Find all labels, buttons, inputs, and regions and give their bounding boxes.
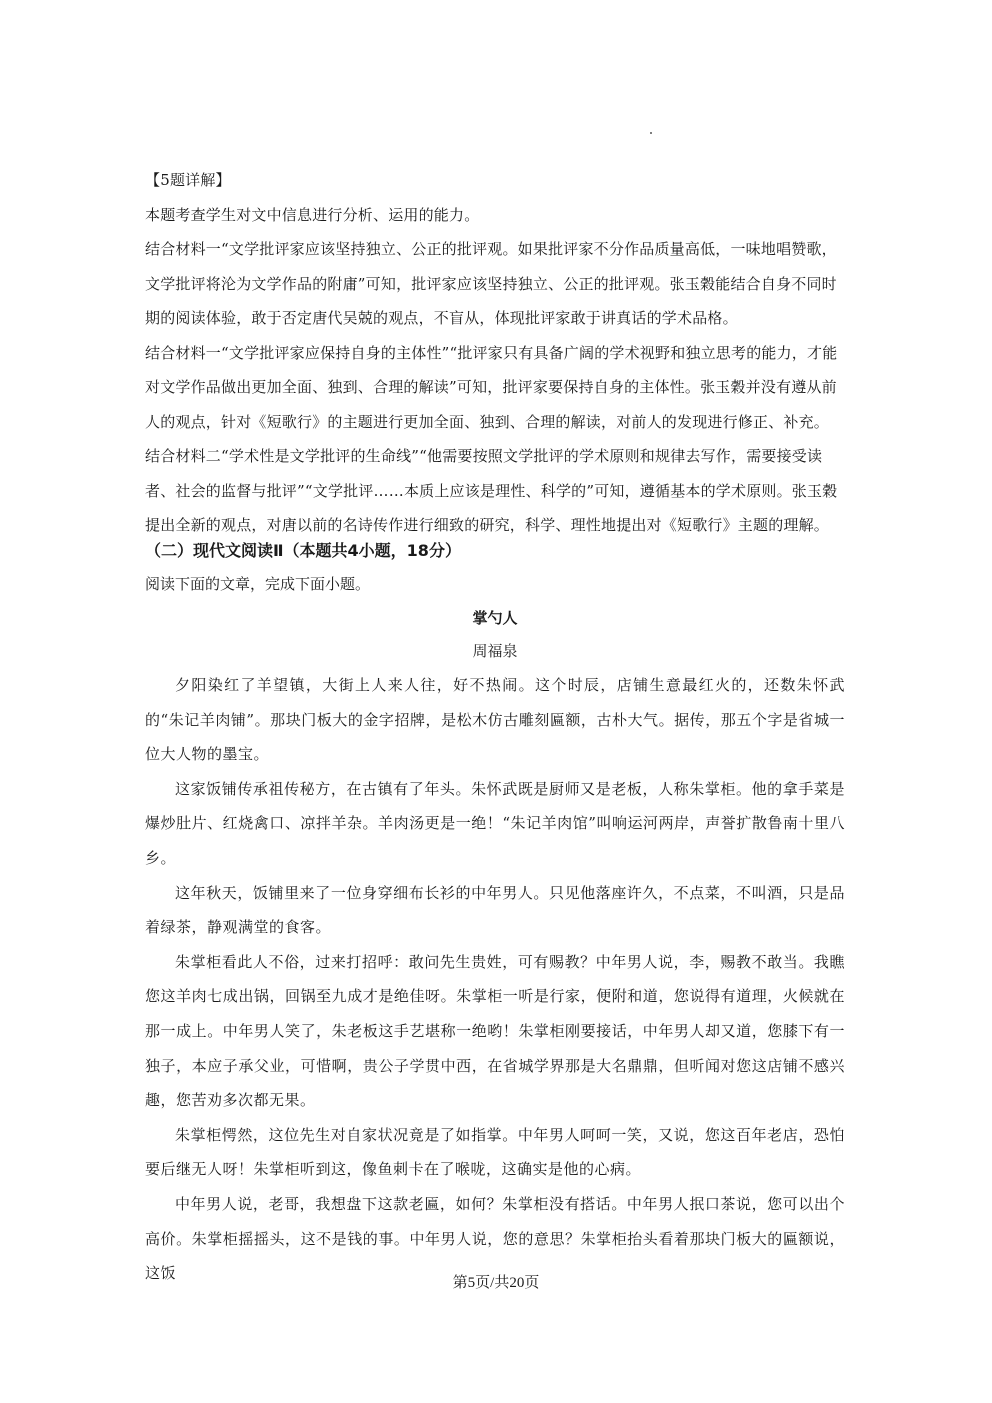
story-paragraph: 中年男人说，老哥，我想盘下这款老匾，如何？朱掌柜没有搭话。中年男人抿口茶说，您可以出个高价。朱掌柜摇摇头，这不是钱的事。中年男人说，您的意思？朱掌柜抬头看着那块门板大的匾额说，这饭 xyxy=(145,1194,845,1283)
story-author: 周福泉 xyxy=(472,642,518,660)
analysis-paragraph: 结合材料一“文学批评家应保持自身的主体性”“批评家只有具备广阔的学术视野和独立思考的能力，才能对文学作品做出更加全面、独到、合理的解读”可知，批评家要保持自身的主体性。张玉穀并没有遵从前人的观点，针对《短歌行》的主题进行更加全面、独到、合理的解读，对前人的发现进行修正、补充。 xyxy=(145,343,838,431)
story-paragraph: 朱掌柜看此人不俗，过来打招呼：敢问先生贵姓，可有赐教？中年男人说，李，赐教不敢当。我瞧您这羊肉七成出锅，回锅至九成才是绝佳呀。朱掌柜一听是行家，便附和道，您说得有道理，火候就在那一成上。中年男人笑了，朱老板这手艺堪称一绝哟！朱掌柜刚要接话，中年男人却又道，您膝下有一独子，本应子承父业，可惜啊，贵公子学贯中西，在省城学界那是大名鼎鼎，但听闻对您这店铺不感兴趣，您苦劝多次都无果。 xyxy=(145,952,845,1110)
analysis-paragraph: 结合材料一“文学批评家应该坚持独立、公正的批评观。如果批评家不分作品质量高低，一味地唱赞歌，文学批评将沦为文学作品的附庸”可知，批评家应该坚持独立、公正的批评观。张玉穀能结合自身不同时期的阅读体验，敢于否定唐代吴兢的观点，不盲从，体现批评家敢于讲真话的学术品格。 xyxy=(145,240,837,327)
reading-instruction: 阅读下面的文章，完成下面小题。 xyxy=(145,575,371,593)
answer-analysis xyxy=(145,163,845,543)
story-title: 掌勺人 xyxy=(472,609,518,627)
page-number: 第5页/共20页 xyxy=(452,1275,540,1291)
analysis-paragraph: 本题考查学生对文中信息进行分析、运用的能力。 xyxy=(145,205,480,224)
section-heading: （二）现代文阅读Ⅱ（本题共4小题，18分） xyxy=(145,541,461,560)
story-body xyxy=(145,668,845,1291)
story-paragraph: 这家饭铺传承祖传秘方，在古镇有了年头。朱怀武既是厨师又是老板，人称朱掌柜。他的拿手菜是爆炒肚片、红烧禽口、凉拌羊杂。羊肉汤更是一绝！“朱记羊肉馆”叫响运河两岸，声誉扩散鲁南十里八乡。 xyxy=(145,779,845,867)
analysis-paragraph: 结合材料二“学术性是文学批评的生命线”“他需要按照文学批评的学术原则和规律去写作，需要接受读者、社会的监督与批评”“文学批评……本质上应该是理性、科学的”可知，遵循基本的学术原则。张玉穀提出全新的观点，对唐以前的名诗传作进行细致的研究，科学、理性地提出对《短歌行》主题的理解。 xyxy=(145,447,838,534)
analysis-heading: 【5题详解】 xyxy=(145,171,231,189)
story-paragraph: 朱掌柜愕然，这位先生对自家状况竟是了如指掌。中年男人呵呵一笑，又说，您这百年老店，恐怕要后继无人呀！朱掌柜听到这，像鱼刺卡在了喉咙，这确实是他的心病。 xyxy=(145,1125,845,1179)
story-paragraph: 夕阳染红了羊望镇，大街上人来人往，好不热闹。这个时辰，店铺生意最红火的，还数朱怀武的“朱记羊肉铺”。那块门板大的金字招牌，是松木仿古雕刻匾额，古朴大气。据传，那五个字是省城一位大人物的墨宝。 xyxy=(145,676,845,764)
scan-speck xyxy=(650,132,652,134)
story-paragraph: 这年秋天，饭铺里来了一位身穿细布长衫的中年男人。只见他落座许久，不点菜，不叫酒，只是品着绿茶，静观满堂的食客。 xyxy=(145,883,845,937)
